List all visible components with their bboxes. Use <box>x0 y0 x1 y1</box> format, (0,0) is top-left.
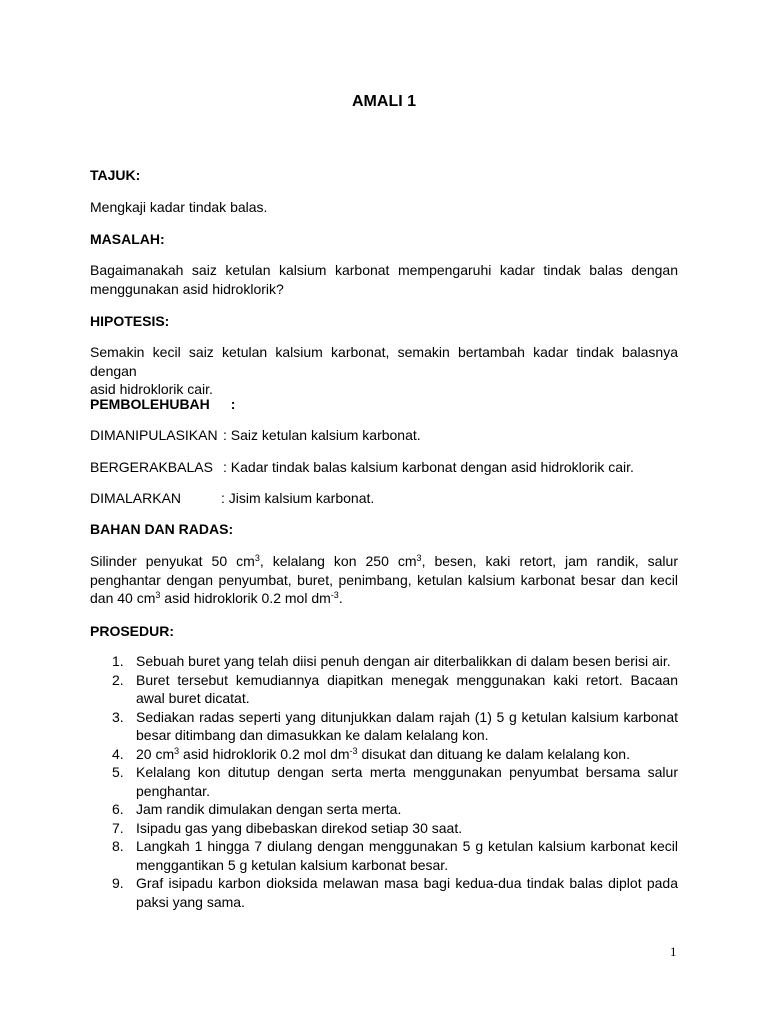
procedure-step-number: 7. <box>112 819 124 836</box>
masalah-heading: MASALAH: <box>90 231 165 247</box>
pembolehubah-heading <box>90 395 235 413</box>
variable-controlled <box>90 489 374 507</box>
prosedur-heading: PROSEDUR: <box>90 623 175 639</box>
procedure-step-text: Langkah 1 hingga 7 diulang dengan menggunakan 5 g ketulan kalsium karbonat kecil menggantikan 5 g ketulan kalsium karbonat besar. <box>136 838 678 873</box>
document-title: AMALI 1 <box>352 93 416 110</box>
bahan-radas-l3sup: 3 <box>155 590 161 600</box>
tajuk-heading: TAJUK: <box>90 167 141 183</box>
hipotesis-heading: HIPOTESIS: <box>90 313 170 329</box>
procedure-step-number: 4. <box>112 745 124 762</box>
procedure-step-2 <box>90 671 678 708</box>
procedure-step-number: 1. <box>112 653 124 669</box>
bahan-radas-l3a: dan 40 cm <box>90 590 156 606</box>
document-page <box>90 0 678 1024</box>
variable-controlled-value: : Jisim kalsium karbonat. <box>221 490 375 506</box>
hipotesis-line-2: asid hidroklorik cair. <box>90 381 213 397</box>
procedure-step-text: Sediakan radas seperti yang ditunjukkan dalam rajah (1) 5 g ketulan kalsium karbonat besar ditimbang dan dimasukkan ke dalam kelalang kon. <box>136 708 678 743</box>
procedure-step-text: Isipadu gas yang dibebaskan direkod setiap 30 saat. <box>136 819 463 836</box>
variable-manipulated-label: DIMANIPULASIKAN <box>90 427 218 443</box>
variable-responding-label: BERGERAKBALAS <box>90 459 213 475</box>
page-number: 1 <box>670 944 677 959</box>
bahan-radas-text <box>90 552 678 608</box>
procedure-step-number: 8. <box>112 838 124 854</box>
hipotesis-line-1: Semakin kecil saiz ketulan kalsium karbonat, semakin bertambah kadar tindak balasnya dengan <box>90 344 678 379</box>
variable-responding-value: : Kadar tindak balas kalsium karbonat dengan asid hidroklorik cair. <box>223 459 634 475</box>
procedure-step-9 <box>90 874 678 911</box>
bahan-radas-line-1 <box>90 552 678 571</box>
bahan-radas-l1sup: 3 <box>254 553 260 563</box>
pembolehubah-heading-label: PEMBOLEHUBAH <box>90 396 210 412</box>
procedure-step-4-a: 20 cm <box>136 745 175 762</box>
procedure-step-number: 2. <box>112 671 124 688</box>
variable-responding <box>90 458 634 476</box>
bahan-radas-l1sup2: 3 <box>416 553 422 563</box>
bahan-radas-line-3 <box>90 589 678 608</box>
masalah-line-2: menggunakan asid hidroklorik? <box>90 280 284 297</box>
procedure-step-8 <box>90 837 678 874</box>
procedure-step-4-c: disukat dan dituang ke dalam kelalang kon. <box>357 745 630 762</box>
procedure-list <box>90 652 678 911</box>
procedure-step-4-sup1: 3 <box>174 745 180 756</box>
procedure-step-text: Buret tersebut kemudiannya diapitkan menegak menggunakan kaki retort. Bacaan awal buret dicatat. <box>136 671 678 706</box>
masalah-line-1: Bagaimanakah saiz ketulan kalsium karbonat mempengaruhi kadar tindak balas dengan <box>90 262 678 278</box>
variable-manipulated-value: : Saiz ketulan kalsium karbonat. <box>223 427 421 443</box>
bahan-radas-line-2: penghantar dengan penyumbat, buret, penimbang, ketulan kalsium karbonat besar dan kecil <box>90 571 678 588</box>
procedure-step-text: Kelalang kon ditutup dengan serta merta menggunakan penyumbat bersama salur penghantar. <box>136 764 678 799</box>
variable-controlled-label: DIMALARKAN <box>90 490 182 506</box>
procedure-step-text: Sebuah buret yang telah diisi penuh dengan air diterbalikkan di dalam besen berisi air. <box>136 653 671 669</box>
tajuk-text <box>90 198 678 217</box>
bahan-radas-l3c: . <box>338 590 343 606</box>
bahan-radas-l3sup2: -3 <box>330 590 339 600</box>
variable-manipulated <box>90 426 421 444</box>
procedure-step-number: 9. <box>112 875 124 891</box>
bahan-radas-l1b: , kelalang kon 250 cm <box>259 553 417 569</box>
procedure-step-4-b: asid hidroklorik 0.2 mol dm <box>179 745 350 762</box>
procedure-step-text: Jam randik dimulakan dengan serta merta. <box>136 801 402 817</box>
bahan-radas-heading: BAHAN DAN RADAS: <box>90 521 234 537</box>
pembolehubah-heading-colon: : <box>230 396 236 412</box>
procedure-step-7 <box>90 819 678 838</box>
hipotesis-text <box>90 343 678 399</box>
procedure-step-number: 5. <box>112 764 124 780</box>
procedure-step-1 <box>90 652 678 671</box>
procedure-step-5 <box>90 763 678 800</box>
bahan-radas-l3b: asid hidroklorik 0.2 mol dm <box>160 590 331 606</box>
procedure-step-4 <box>90 745 678 764</box>
bahan-radas-l1a: Silinder penyukat 50 cm <box>90 553 255 569</box>
procedure-step-6 <box>90 800 678 819</box>
procedure-step-4-sup2: -3 <box>349 745 358 756</box>
bahan-radas-l1c: , besen, kaki retort, jam randik, salur <box>421 553 678 569</box>
procedure-step-number: 3. <box>112 708 124 725</box>
procedure-step-3 <box>90 708 678 745</box>
tajuk-line: Mengkaji kadar tindak balas. <box>90 199 268 215</box>
procedure-step-number: 6. <box>112 801 124 817</box>
procedure-step-text <box>136 745 678 764</box>
procedure-step-text: Graf isipadu karbon dioksida melawan masa bagi kedua-dua tindak balas diplot pada paksi yang sama. <box>136 875 678 910</box>
masalah-text <box>90 261 678 298</box>
